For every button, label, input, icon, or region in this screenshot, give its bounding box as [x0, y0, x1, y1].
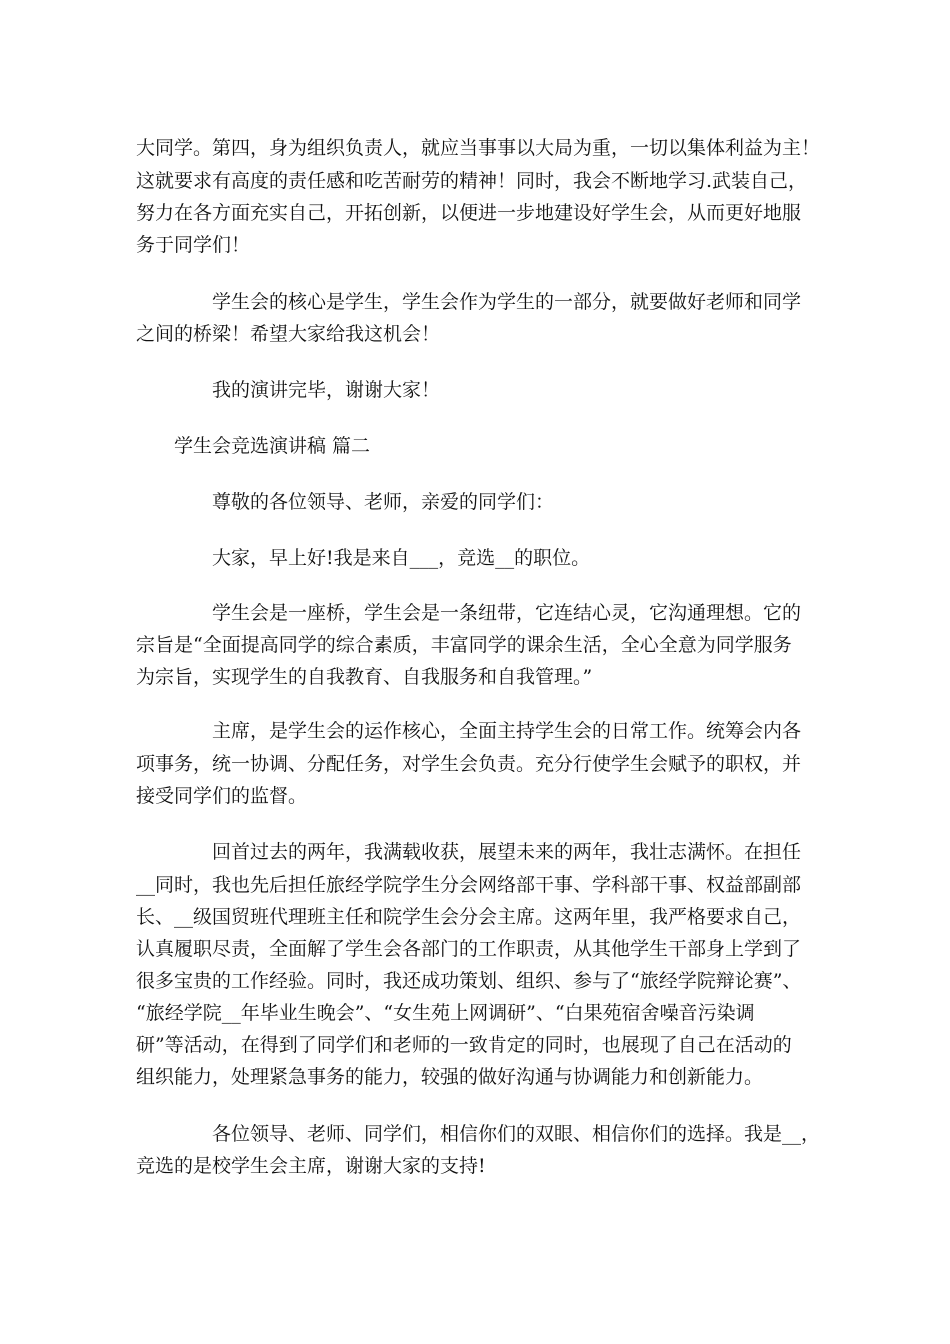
greeting-line: 尊敬的各位领导、老师，亲爱的同学们： [212, 491, 555, 513]
paragraph-line: 这就要求有高度的责任感和吃苦耐劳的精神！同时，我会不断地学习.武装自己， [136, 170, 808, 192]
paragraph-line: 认真履职尽责，全面解了学生会各部门的工作职责，从其他学生干部身上学到了 [136, 938, 802, 960]
paragraph-line: 学生会是一座桥，学生会是一条纽带，它连结心灵，它沟通理想。它的 [212, 602, 802, 624]
paragraph-line: 宗旨是“全面提高同学的综合素质，丰富同学的课余生活，全心全意为同学服务 [136, 634, 792, 656]
closing-line: 我的演讲完毕，谢谢大家！ [212, 379, 441, 401]
section-heading: 学生会竞选演讲稿 篇二 [174, 435, 371, 457]
paragraph-line: __同时，我也先后担任旅经学院学生分会网络部干事、学科部干事、权益部副部 [136, 874, 802, 896]
paragraph-line: 之间的桥梁！希望大家给我这机会！ [136, 323, 441, 345]
paragraph-line: 回首过去的两年，我满载收获，展望未来的两年，我壮志满怀。在担任 [212, 841, 802, 863]
paragraph-line: 项事务，统一协调、分配任务，对学生会负责。充分行使学生会赋予的职权，并 [136, 753, 802, 775]
paragraph-line: “旅经学院__年毕业生晚会”、“女生苑上网调研”、“白果苑宿舍噪音污染调 [136, 1002, 755, 1024]
paragraph-line: 接受同学们的监督。 [136, 785, 308, 807]
intro-line: 大家，早上好!我是来自___，竞选__的职位。 [212, 547, 591, 569]
paragraph-line: 学生会的核心是学生，学生会作为学生的一部分，就要做好老师和同学 [212, 291, 802, 313]
paragraph-line: 很多宝贵的工作经验。同时，我还成功策划、组织、参与了“旅经学院辩论赛”、 [136, 970, 802, 992]
paragraph-line: 为宗旨，实现学生的自我教育、自我服务和自我管理。” [136, 666, 593, 688]
paragraph-line: 努力在各方面充实自己，开拓创新，以便进一步地建设好学生会，从而更好地服 [136, 202, 802, 224]
paragraph-line: 主席，是学生会的运作核心，全面主持学生会的日常工作。统筹会内各 [212, 720, 802, 742]
paragraph-line: 大同学。第四，身为组织负责人，就应当事事以大局为重，一切以集体利益为主！ [136, 137, 821, 159]
paragraph-line: 研”等活动，在得到了同学们和老师的一致肯定的同时，也展现了自己在活动的 [136, 1034, 792, 1056]
paragraph-line: 竞选的是校学生会主席，谢谢大家的支持! [136, 1155, 486, 1177]
paragraph-line: 长、__级国贸班代理班主任和院学生会分会主席。这两年里，我严格要求自己， [136, 906, 802, 928]
paragraph-line: 务于同学们！ [136, 234, 251, 256]
paragraph-line: 各位领导、老师、同学们，相信你们的双眼、相信你们的选择。我是__， [212, 1123, 821, 1145]
paragraph-line: 组织能力，处理紧急事务的能力，较强的做好沟通与协调能力和创新能力。 [136, 1066, 764, 1088]
